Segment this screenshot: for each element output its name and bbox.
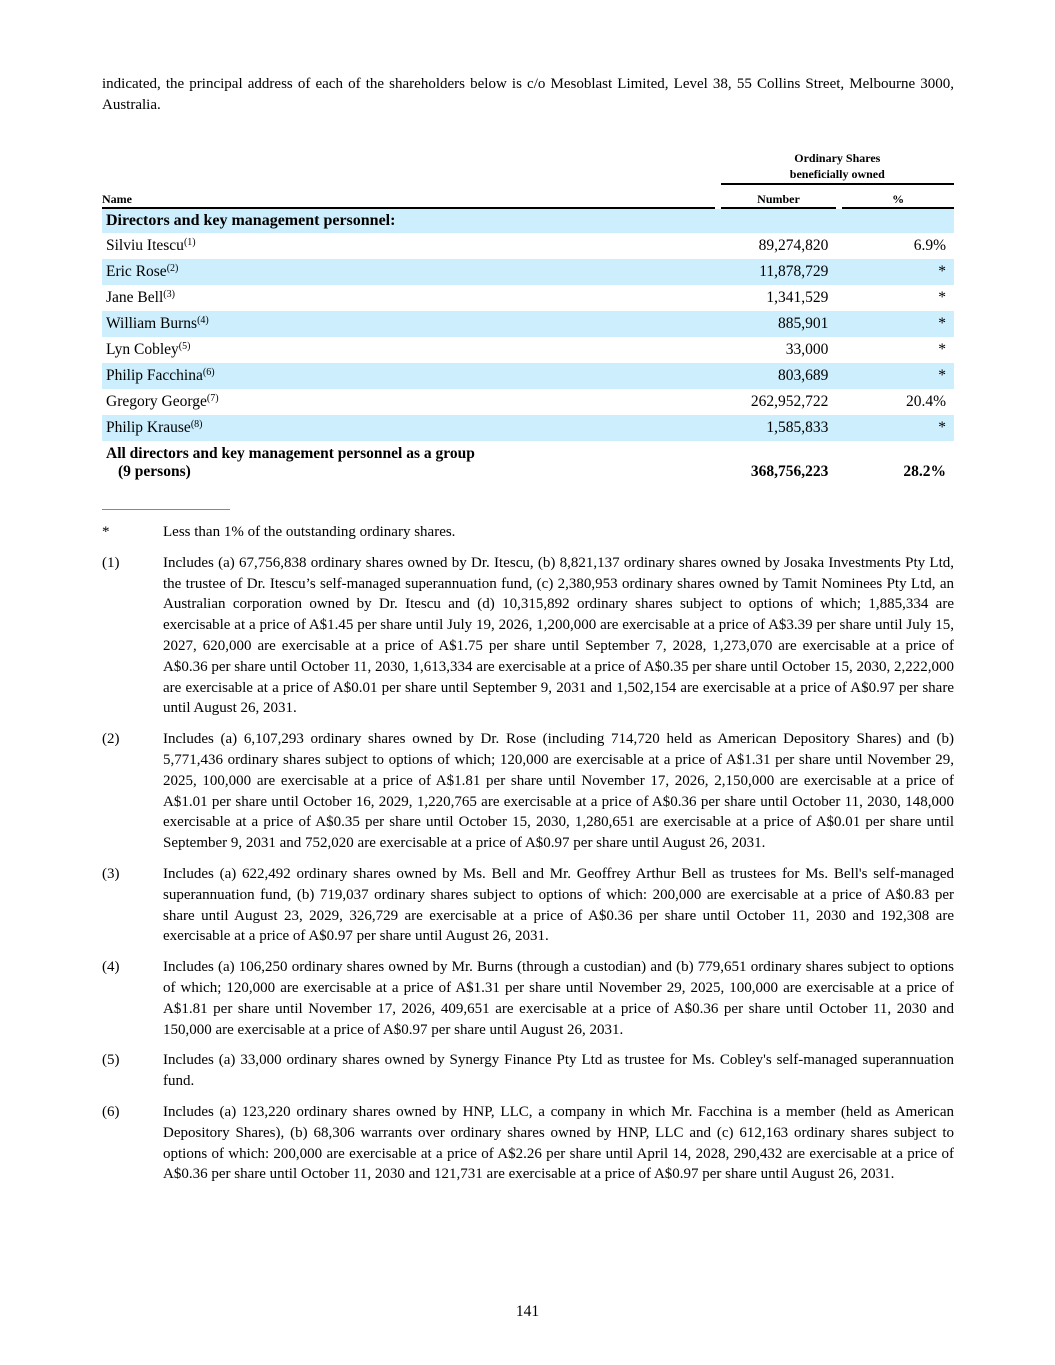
shares-percent: * xyxy=(842,363,954,389)
table-row xyxy=(102,259,954,285)
holder-name-text: Philip Facchina xyxy=(106,367,203,384)
table-row xyxy=(102,389,954,415)
total-label-line1: All directors and key management personnel as a group xyxy=(106,445,475,462)
footnote xyxy=(102,522,954,543)
shares-number: 885,901 xyxy=(721,311,837,337)
shares-percent: 20.4% xyxy=(905,393,946,410)
page-number: 141 xyxy=(515,1303,540,1320)
holder-name-text: Silviu Itescu xyxy=(106,237,184,254)
shares-number: 89,274,820 xyxy=(758,237,829,254)
holder-name xyxy=(102,285,715,311)
footnote-text: Includes (a) 106,250 ordinary shares owned by Mr. Burns (through a custodian) and (b) 779,651 ordinary shares subject to options of which; 120,000 are exercisable at a price of A$1.31 per share until November 29, 2025, 100,000 are exercisable at a price of A$1.81 per share until November 17, 2026, 409,651 are exercisable at a price of A$0.36 per share until October 11, 2030 and 150,000 are exercisable at a price of A$0.97 per share until August 26, 2031. xyxy=(163,959,954,1038)
holder-name-text: Eric Rose xyxy=(106,263,167,280)
table-row xyxy=(102,337,954,363)
holder-name xyxy=(102,311,715,337)
footnote-reference: (6) xyxy=(202,367,215,378)
holder-name-text: Philip Krause xyxy=(106,419,191,436)
holder-name xyxy=(102,337,715,363)
shares-number: 262,952,722 xyxy=(750,393,829,410)
footnote xyxy=(102,1050,954,1092)
shares-percent: * xyxy=(938,341,946,358)
shares-percent: * xyxy=(842,415,954,441)
holder-name-text: Gregory George xyxy=(106,393,207,410)
footnote-reference: (5) xyxy=(178,341,191,352)
footnote-text: Includes (a) 123,220 ordinary shares owned by HNP, LLC, a company in which Mr. Facchina is a member (held as American Depository Shares), (b) 68,306 warrants over ordinary shares owned by HNP, LLC and (c) 612,163 ordinary shares subject to options of which: 200,000 are exercisable at a price of A$2.26 per share until April 14, 2028, 290,432 are exercisable at a price of A$0.36 per share until October 11, 2030 and 121,731 are exercisable at a price of A$0.97 per share until August 26, 2031. xyxy=(163,1103,954,1183)
footnote xyxy=(102,1102,954,1185)
footnote-mark: (5) xyxy=(102,1052,120,1069)
shares-percent: * xyxy=(842,311,954,337)
footnote xyxy=(102,553,954,719)
footnote-divider xyxy=(102,509,230,510)
footnote-reference: (4) xyxy=(197,315,209,326)
footnote-text: Includes (a) 6,107,293 ordinary shares owned by Dr. Rose (including 714,720 held as American Depository Shares) and (b) 5,771,436 ordinary shares subject to options of which; 120,000 are exercisable at a price of A$1.31 per share until November 29, 2025, 100,000 are exercisable at a price of A$1.81 per share until November 17, 2026, 2,150,000 are exercisable at a price of A$1.01 per share until October 16, 2029, 1,220,765 are exercisable at a price of A$0.36 per share until October 11, 2030, 148,000 exercisable at a price of A$0.35 per share until October 15, 2030, 1,280,651 are exercisable at a price of A$0.01 per share until September 9, 2031 and 752,020 are exercisable at a price of A$0.97 per share until August 26, 2031. xyxy=(163,731,954,852)
footnote xyxy=(102,729,954,854)
holder-name-text: Jane Bell xyxy=(106,289,164,306)
holder-name xyxy=(102,233,715,259)
shares-percent: 6.9% xyxy=(913,237,946,254)
footnotes xyxy=(102,522,954,1185)
table-row xyxy=(102,285,954,311)
group-header-line2: beneficially owned xyxy=(789,167,885,181)
intro-paragraph: indicated, the principal address of each of the shareholders below is c/o Mesoblast Limited, Level 38, 55 Collins Street, Melbourne 3000, Australia. xyxy=(102,76,954,113)
footnote-reference: (1) xyxy=(183,237,196,248)
footnote-reference: (7) xyxy=(206,393,219,404)
column-header-name: Name xyxy=(102,185,715,209)
footnote-reference: (2) xyxy=(166,263,179,274)
holder-name xyxy=(102,389,715,415)
shares-number: 1,585,833 xyxy=(721,415,837,441)
beneficial-ownership-table xyxy=(102,150,954,483)
footnote-mark: (2) xyxy=(102,731,120,748)
footnote xyxy=(102,864,954,947)
shares-number: 803,689 xyxy=(721,363,837,389)
shares-number: 11,878,729 xyxy=(721,259,837,285)
total-label xyxy=(102,441,715,483)
footnote xyxy=(102,957,954,1040)
column-header-row xyxy=(102,185,954,209)
footnote-mark: (3) xyxy=(102,865,120,882)
column-header-number: Number xyxy=(721,185,837,209)
footnote-mark: (4) xyxy=(102,959,120,976)
column-header-percent: % xyxy=(842,185,954,209)
table-row xyxy=(102,233,954,259)
shares-percent: * xyxy=(842,259,954,285)
footnote-reference: (8) xyxy=(190,419,203,430)
table-row xyxy=(102,363,954,389)
section-row xyxy=(102,209,954,233)
group-header-line1: Ordinary Shares xyxy=(794,151,881,165)
shares-number: 33,000 xyxy=(785,341,829,358)
holder-name xyxy=(102,363,715,389)
total-row xyxy=(102,441,954,483)
shares-percent: * xyxy=(938,289,946,306)
holder-name xyxy=(102,415,715,441)
table-row xyxy=(102,415,954,441)
footnote-mark: (6) xyxy=(102,1103,120,1120)
footnote-text: Includes (a) 622,492 ordinary shares owned by Ms. Bell and Mr. Geoffrey Arthur Bell as trustees for Ms. Bell's self-managed superannuation fund, (b) 719,037 ordinary shares subject to options of which: 200,000 are exercisable at a price of A$0.83 per share until August 23, 2029, 326,729 are exercisable at a price of A$0.36 per share until October 11, 2030 and 192,308 are exercisable at a price of A$0.97 per share until August 26, 2031. xyxy=(163,865,954,945)
table-row xyxy=(102,311,954,337)
holder-name-text: William Burns xyxy=(106,315,198,332)
total-percent: 28.2% xyxy=(903,463,946,480)
footnote-mark: * xyxy=(102,524,110,540)
footnote-reference: (3) xyxy=(163,289,175,300)
holder-rows xyxy=(102,233,954,441)
footnote-mark: (1) xyxy=(102,554,120,571)
total-label-line2: (9 persons) xyxy=(118,463,191,480)
holder-name xyxy=(102,259,715,285)
section-label: Directors and key management personnel: xyxy=(102,209,954,233)
total-number: 368,756,223 xyxy=(750,463,829,480)
footnote-text: Includes (a) 67,756,838 ordinary shares owned by Dr. Itescu, (b) 8,821,137 ordinary shares owned by Josaka Investments Pty Ltd, the trustee of Dr. Itescu’s self-managed superannuation fund, (c) 2,380,953 ordinary shares owned by Tamit Nominees Pty Ltd, an Australian corporation owned by Dr. Itescu and (d) 10,315,892 ordinary shares subject to options of which; 1,885,334 are exercisable at a price of A$1.45 per share until July 19, 2026, 1,200,000 are exercisable at a price of A$3.39 per share until July 15, 2027, 620,000 are exercisable at a price of A$1.75 per share until September 7, 2028, 1,273,070 are exercisable at a price of A$0.36 per share until October 11, 2030, 1,613,334 are exercisable at a price of A$0.35 per share until October 15, 2030, 2,222,000 are exercisable at a price of A$0.01 per share until September 9, 2031 and 1,502,154 are exercisable at a price of A$0.97 per share until August 26, 2031. xyxy=(163,554,954,717)
document-page xyxy=(102,74,954,1195)
group-header-row xyxy=(102,150,954,185)
footnote-text: Includes (a) 33,000 ordinary shares owned by Synergy Finance Pty Ltd as trustee for Ms. Cobley's self-managed superannuation fund. xyxy=(163,1052,954,1090)
shares-number: 1,341,529 xyxy=(766,289,829,306)
group-header xyxy=(721,150,954,185)
footnote-text: Less than 1% of the outstanding ordinary shares. xyxy=(163,524,456,540)
holder-name-text: Lyn Cobley xyxy=(106,341,179,358)
